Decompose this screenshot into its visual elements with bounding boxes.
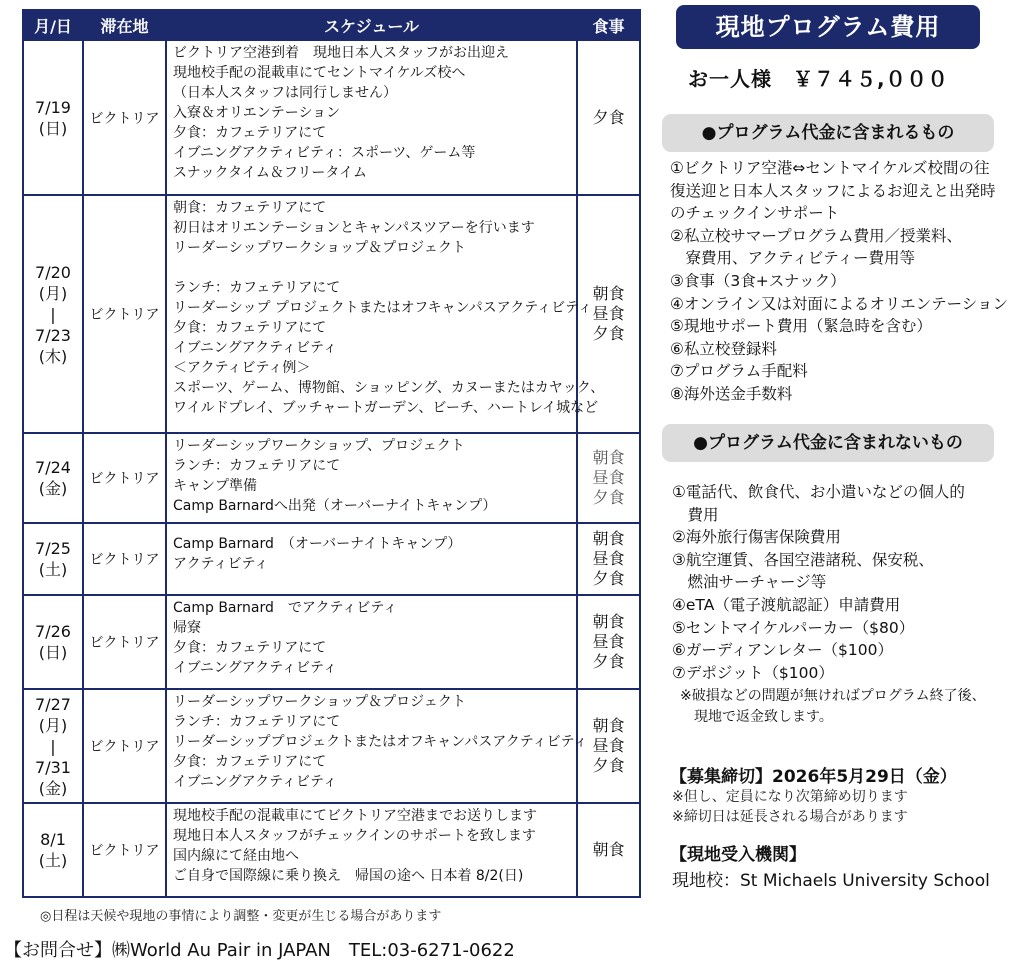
schedule-cell: Camp Barnard （オーバーナイトキャンプ） アクティビティ [166, 523, 577, 595]
place-cell: ビクトリア [83, 523, 166, 595]
schedule-cell: Camp Barnard でアクティビティ 帰寮 夕食：カフェテリアにて イブニングアクティビティ [166, 595, 577, 689]
place-cell: ビクトリア [83, 689, 166, 803]
schedule-cell: ビクトリア空港到着 現地日本人スタッフがお出迎え 現地校手配の混載車にてセントマイケルズ校へ （日本人スタッフは同行しません） 入寮＆オリエンテーション 夕食：カフェテリアにて イブニングアクティビティ：スポーツ、ゲーム等 スナックタイム＆フリータイム [166, 40, 577, 195]
schedule-cell: 現地校手配の混載車にてビクトリア空港までお送りします 現地日本人スタッフがチェックインのサポートを致します 国内線にて経由地へ ご自身で国際線に乗り換え 帰国の途へ 日本着 8/2(日) [166, 803, 577, 897]
date-cell: 7/25 (土) [23, 523, 83, 595]
header-schedule: スケジュール [166, 10, 577, 40]
table-row [23, 689, 640, 803]
place-cell: ビクトリア [83, 40, 166, 195]
date-cell: 8/1 (土) [23, 803, 83, 897]
fee-price: お一人様 ￥７４５,０００ [688, 67, 949, 91]
schedule-cell: リーダーシップワークショップ、プロジェクト ランチ：カフェテリアにて キャンプ準備 Camp Barnardへ出発（オーバーナイトキャンプ） [166, 433, 577, 523]
meal-cell: 朝食 昼食 夕食 [577, 195, 640, 433]
deadline-note-capacity: ※但し、定員になり次第締め切ります [672, 789, 908, 805]
excluded-heading: ●プログラム代金に含まれないもの [662, 424, 994, 462]
meal-cell: 朝食 昼食 夕食 [577, 523, 640, 595]
schedule-table [22, 9, 641, 898]
header-place: 滞在地 [83, 10, 166, 40]
header-meals: 食事 [577, 10, 640, 40]
deadline-note-extension: ※締切日は延長される場合があります [672, 809, 908, 825]
meal-cell: 夕食 [577, 40, 640, 195]
header-date: 月/日 [23, 10, 83, 40]
meal-cell: 朝食 昼食 夕食 [577, 433, 640, 523]
included-heading: ●プログラム代金に含まれるもの [662, 114, 994, 152]
date-cell: 7/19 (日) [23, 40, 83, 195]
place-cell: ビクトリア [83, 803, 166, 897]
table-header-row [23, 10, 640, 40]
schedule-footnote: ◎日程は天候や現地の事情により調整・変更が生じる場合があります [40, 909, 442, 924]
meal-cell: 朝食 昼食 夕食 [577, 595, 640, 689]
table-row [23, 195, 640, 433]
table-row [23, 595, 640, 689]
place-cell: ビクトリア [83, 595, 166, 689]
included-list: ①ビクトリア空港⇔セントマイケルズ校間の往 復送迎と日本人スタッフによるお迎えと出発時 のチェックインサポート ②私立校サマープログラム費用／授業料、 寮費用、アクティビティー費用等 ③食事（3食+スナック） ④オンライン又は対面によるオリエンテーション ⑤現地サポート費用（緊急時を含む） ⑥私立校登録料 ⑦プログラム手配料 ⑧海外送金手数料 [670, 159, 1009, 403]
place-cell: ビクトリア [83, 433, 166, 523]
date-cell: 7/20 (月) | 7/23 (木) [23, 195, 83, 433]
refund-note: ※破損などの問題が無ければプログラム終了後、 現地で返金致します。 [680, 688, 986, 725]
table-row [23, 433, 640, 523]
contact-info: 【お問合せ】㈱World Au Pair in JAPAN TEL:03-6271-0622 [4, 940, 515, 961]
application-deadline: 【募集締切】2026年5月29日（金） [670, 767, 957, 787]
schedule-cell: リーダーシップワークショップ＆プロジェクト ランチ：カフェテリアにて リーダーシッププロジェクトまたはオフキャンパスアクティビティ 夕食：カフェテリアにて イブニングアクティビティ [166, 689, 577, 803]
host-school: 現地校：St Michaels University School [672, 871, 990, 891]
host-organization-heading: 【現地受入機関】 [670, 845, 806, 865]
date-cell: 7/27 (月) | 7/31 (金) [23, 689, 83, 803]
place-cell: ビクトリア [83, 195, 166, 433]
schedule-cell: 朝食：カフェテリアにて 初日はオリエンテーションとキャンパスツアーを行います リーダーシップワークショップ＆プロジェクト ランチ：カフェテリアにて リーダーシップ プロジェクトまたはオフキャンパスアクティビティ 夕食：カフェテリアにて イブニングアクティビティ ＜アクティビティ例＞ スポーツ、ゲーム、博物館、ショッピング、カヌーまたはカヤック、 ワイルドプレイ、ブッチャートガーデン、ビーチ、ハートレイ城など [166, 195, 577, 433]
table-row [23, 40, 640, 195]
table-row [23, 803, 640, 897]
date-cell: 7/26 (日) [23, 595, 83, 689]
fee-title-banner: 現地プログラム費用 [676, 5, 980, 49]
excluded-list: ①電話代、飲食代、お小遣いなどの個人的 費用 ②海外旅行傷害保険費用 ③航空運賃、各国空港諸税、保安税、 燃油サーチャージ等 ④eTA（電子渡航認証）申請費用 ⑤セントマイケルパーカー（$80） ⑥ガーディアンレター（$100） ⑦デポジット（$100） [672, 483, 965, 682]
date-cell: 7/24 (金) [23, 433, 83, 523]
table-row [23, 523, 640, 595]
meal-cell: 朝食 昼食 夕食 [577, 689, 640, 803]
meal-cell: 朝食 [577, 803, 640, 897]
